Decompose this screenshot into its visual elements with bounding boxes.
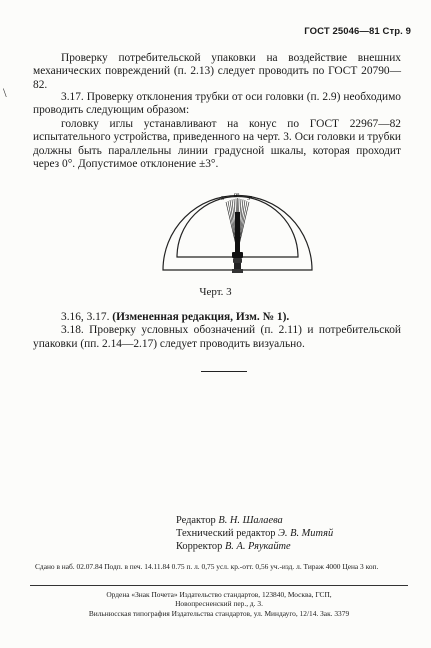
credits-block bbox=[176, 514, 333, 554]
label-0deg: 0° bbox=[234, 193, 240, 199]
credit-role: Технический редактор bbox=[176, 528, 276, 540]
paragraph-block-2 bbox=[33, 91, 401, 171]
needle-tube bbox=[235, 212, 240, 252]
amendment-text: (Измененная редакция, Изм. № 1). bbox=[112, 311, 290, 323]
paragraph-3-17: 3.17. Проверку отклонения трубки от оси головки (п. 2.9) необходимо проводить следующим образом: bbox=[33, 91, 401, 117]
imprint-publisher-address: Новопресненский пер., д. 3. bbox=[175, 599, 263, 608]
credit-role: Редактор bbox=[176, 515, 216, 526]
page-header: ГОСТ 25046—81 Стр. 9 bbox=[304, 26, 411, 37]
label-right-3deg: 3° bbox=[247, 196, 253, 202]
amendment-prefix: 3.16, 3.17. bbox=[61, 311, 110, 323]
paragraph-block-3 bbox=[33, 311, 401, 351]
imprint-print-data: Сдано в наб. 02.07.84 Подп. в печ. 14.11.84 0.75 п. л. 0,75 усл. кр.-отт. 0,56 уч.-изд. л. Тираж 4000 Цена 3 коп. bbox=[35, 562, 379, 571]
credit-name: В. Н. Шалаева bbox=[218, 515, 283, 526]
protractor-figure bbox=[160, 190, 315, 280]
cone-mount bbox=[234, 263, 241, 269]
section-divider bbox=[201, 371, 247, 372]
needle-hub bbox=[232, 252, 243, 258]
imprint-rule bbox=[30, 585, 408, 586]
needle-head bbox=[232, 212, 243, 273]
credit-name: В. А. Ряукайте bbox=[224, 541, 291, 553]
margin-tick-mark: \ bbox=[3, 85, 7, 100]
paragraph-block-1 bbox=[33, 52, 401, 92]
paragraph-procedure: головку иглы устанавливают на конус по ГОСТ 22967—82 испытательного устройства, приведенного на черт. 3. Оси головки и трубки должны быть параллельны линии градусной шкалы, которая проходит через 0°. Допустимое отклонение ±3°. bbox=[33, 117, 401, 171]
credit-name: Э. В. Митяй bbox=[278, 528, 334, 540]
figure-caption: Черт. 3 bbox=[199, 286, 232, 298]
credit-role: Корректор bbox=[176, 541, 223, 553]
credit-tech-editor bbox=[176, 527, 333, 540]
imprint-printer: Вильнюсская типография Издательства стандартов, ул. Миндауго, 12/14. Зак. 3379 bbox=[88, 609, 350, 618]
paragraph-packaging-check: Проверку потребительской упаковки на воздействие внешних механических повреждений (п. 2.13) следует проводить по ГОСТ 20790—82. bbox=[33, 52, 401, 91]
amendment-note bbox=[33, 311, 401, 324]
credit-corrector bbox=[176, 540, 333, 553]
imprint-publisher: Ордена «Знак Почета» Издательство стандартов, 123840, Москва, ГСП, bbox=[106, 590, 332, 599]
paragraph-3-18: 3.18. Проверку условных обозначений (п. 2.11) и потребительской упаковки (пп. 2.14—2.17) следует проводить визуально. bbox=[33, 324, 401, 350]
label-left-3deg: 3° bbox=[221, 196, 227, 202]
credit-editor bbox=[176, 514, 333, 527]
